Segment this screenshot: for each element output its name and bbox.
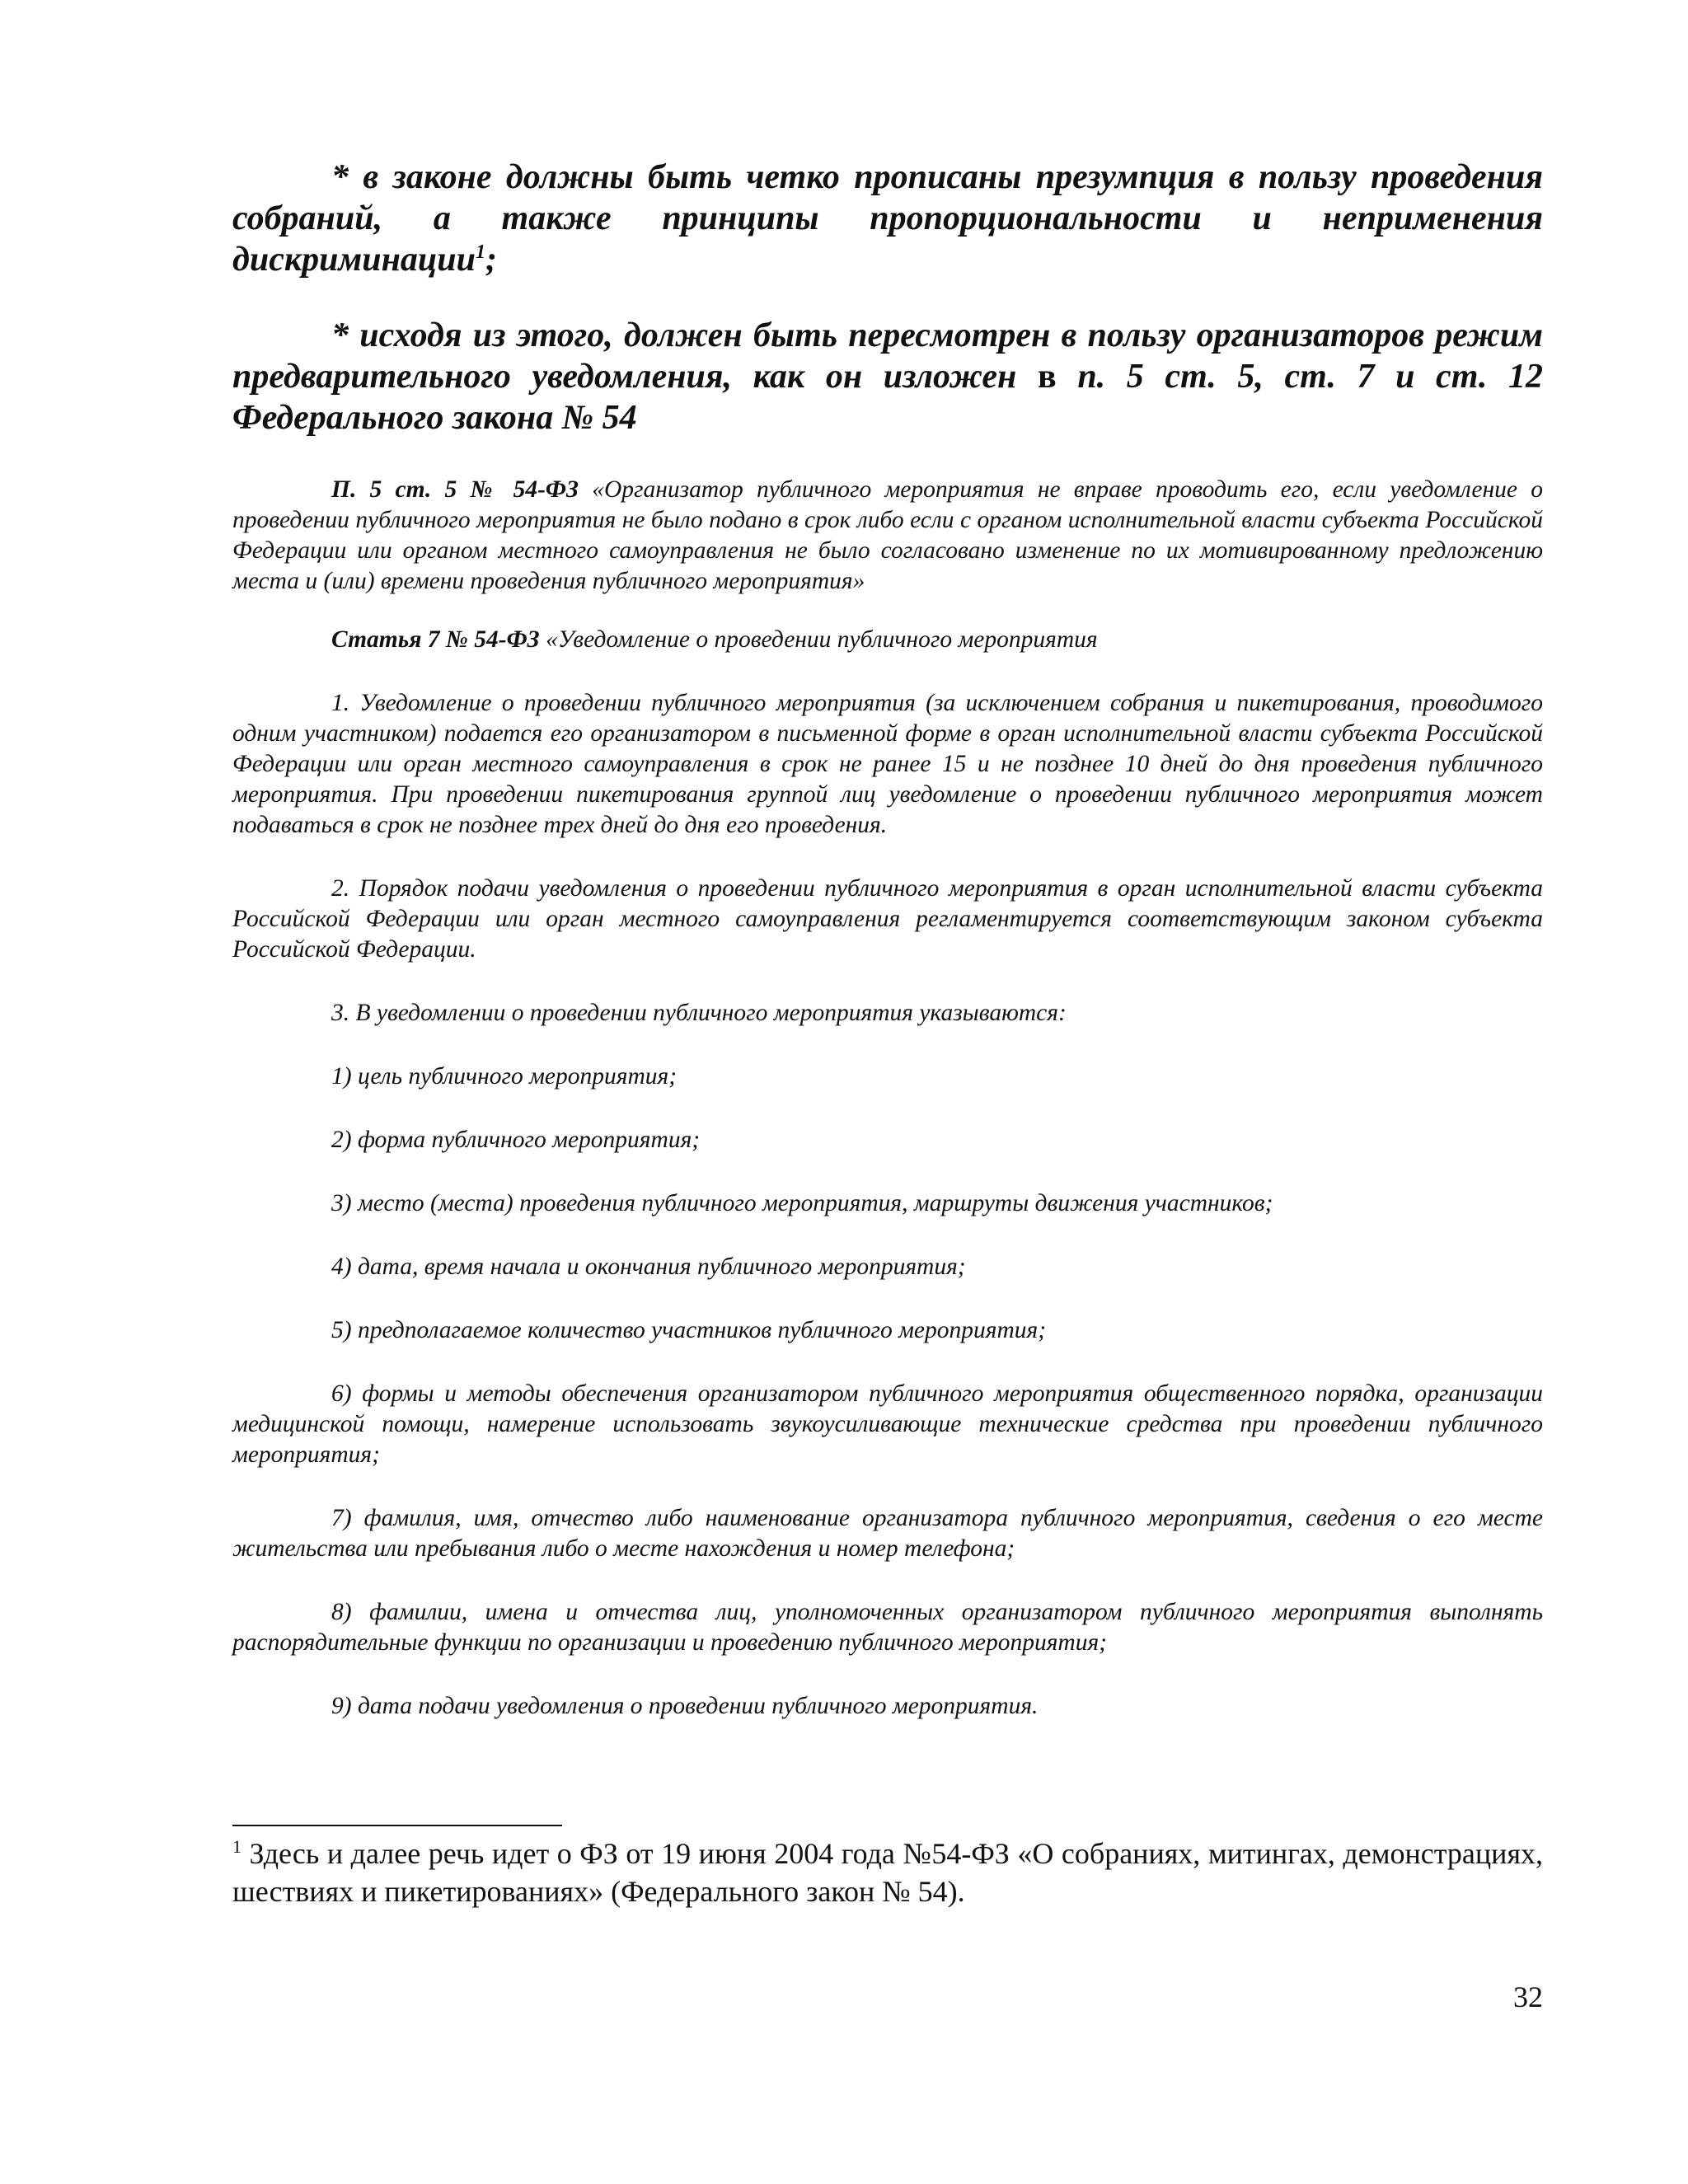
- footnote-text: Здесь и далее речь идет о ФЗ от 19 июня 2004 года №54-ФЗ «О собраниях, митингах, демонстрациях, шествиях и пикетированиях» (Федерального закон № 54).: [232, 1837, 1543, 1908]
- article7-subitem-8: 8) фамилии, имена и отчества лиц, уполномоченных организатором публичного мероприятия выполнять распорядительные функции по организации и проведению публичного мероприятия;: [232, 1599, 1543, 1656]
- article7-subitem-4: 4) дата, время начала и окончания публичного мероприятия;: [331, 1254, 966, 1280]
- recommendation-notification-text-c: п. 5 ст. 5, ст. 7 и ст. 12 Федерального закона № 54: [232, 358, 1544, 437]
- recommendation-presumption: [232, 157, 1543, 280]
- article7-subitem-6: 6) формы и методы обеспечения организатором публичного мероприятия общественного порядка, организации медицинской помощи, намерение использовать звукоусиливающие технические средства при проведении публичного мероприятия;: [232, 1380, 1543, 1468]
- article7-subitem-2: 2) форма публичного мероприятия;: [331, 1127, 701, 1153]
- recommendation-presumption-text: * в законе должны быть четко прописаны презумпция в пользу проведения собраний, а также принципы пропорциональности и неприменения дискриминации: [232, 158, 1543, 279]
- article7-subitem-7: 7) фамилия, имя, отчество либо наименование организатора публичного мероприятия, сведения о его месте жительства или пребывания либо о месте нахождения и номер телефона;: [232, 1505, 1543, 1562]
- article7-subitem-5: 5) предполагаемое количество участников публичного мероприятия;: [331, 1317, 1047, 1343]
- law-title-article7: «Уведомление о проведении публичного мероприятия: [539, 626, 1098, 653]
- law-text-p5-st5: «Организатор публичного мероприятия не вправе проводить его, если уведомление о проведении публичного мероприятия не было подано в срок либо если с органом исполнительной власти субъекта Российской Федерации или органом местного самоуправления не было согласовано изменение по их мотивированному предложению места и (или) времени проведения публичного мероприятия»: [232, 476, 1543, 594]
- article7-subitem-1: 1) цель публичного мероприятия;: [331, 1063, 678, 1090]
- page-number: 32: [1513, 1980, 1543, 2013]
- law-excerpt-p5-st5: [232, 475, 1543, 597]
- law-reference-p5-st5: П. 5 ст. 5 № 54-ФЗ: [331, 476, 579, 503]
- law-reference-article7: Статья 7 № 54-ФЗ: [331, 626, 540, 653]
- article7-item-3: 3. В уведомлении о проведении публичного мероприятия указываются:: [331, 1000, 1067, 1026]
- footnote-marker: 1: [232, 1836, 241, 1857]
- article7-subitem-3: 3) место (места) проведения публичного мероприятия, маршруты движения участников;: [331, 1190, 1273, 1216]
- footnote: [232, 1835, 1543, 1910]
- footnote-separator: [232, 1825, 562, 1826]
- page-body: [232, 157, 1543, 1722]
- law-excerpt-article7-title: [232, 625, 1543, 655]
- article7-item-2: 2. Порядок подачи уведомления о проведении публичного мероприятия в орган исполнительной власти субъекта Российской Федерации или орган местного самоуправления регламентируется соответствующим законом субъекта Российской Федерации.: [232, 875, 1543, 963]
- article7-item-1: 1. Уведомление о проведении публичного мероприятия (за исключением собрания и пикетирования, проводимого одним участником) подается его организатором в письменной форме в орган исполнительной власти субъекта Российской Федерации или орган местного самоуправления в срок не ранее 15 и не позднее 10 дней до дня проведения публичного мероприятия. При проведении пикетирования группой лиц уведомление о проведении публичного мероприятия может подаваться в срок не позднее трех дней до дня его проведения.: [232, 690, 1543, 838]
- footnote-reference: 1: [476, 241, 486, 263]
- recommendation-notification-text-a: * исходя из этого, должен быть пересмотрен в пользу организаторов режим предварительного уведомления, как он изложен: [232, 316, 1543, 396]
- recommendation-notification-regime: [232, 315, 1543, 438]
- recommendation-presumption-end: ;: [485, 241, 498, 279]
- recommendation-notification-text-b: в: [1016, 358, 1078, 396]
- article7-subitem-9: 9) дата подачи уведомления о проведении публичного мероприятия.: [331, 1693, 1039, 1719]
